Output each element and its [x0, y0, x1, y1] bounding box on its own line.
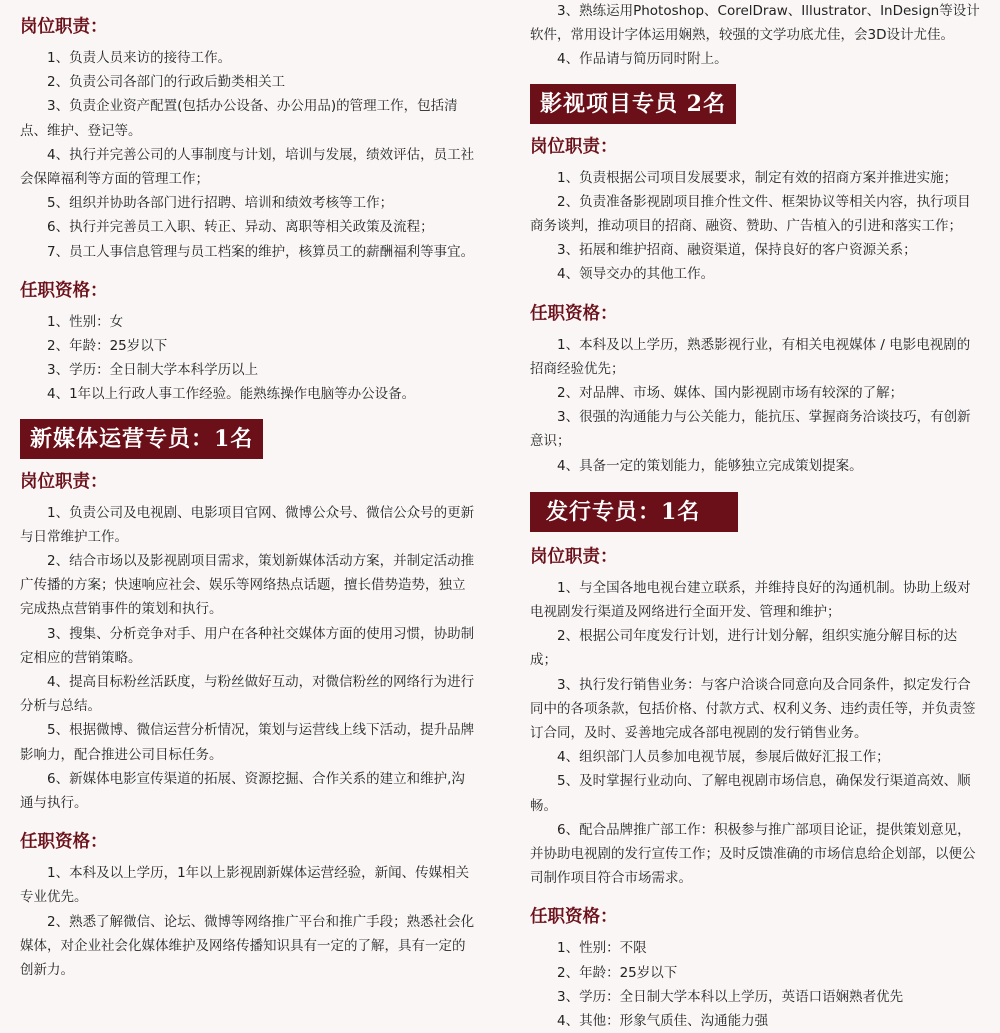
qualifications-list	[20, 861, 475, 982]
list-item: 4、提高目标粉丝活跃度，与粉丝做好互动，对微信粉丝的网络行为进行分析与总结。	[20, 674, 475, 715]
section-title: 岗位职责：	[530, 136, 618, 157]
section-title: 任职资格：	[20, 280, 108, 301]
list-item: 3、学历：全日制大学本科学历以上	[47, 362, 259, 379]
list-item: 4、作品请与简历同时附上。	[557, 51, 728, 68]
duties-list	[20, 501, 475, 816]
section-title: 任职资格：	[20, 832, 108, 853]
list-item: 5、根据微博、微信运营分析情况，策划与运营线上线下活动，提升品牌影响力，配合推进公司目标任务。	[20, 722, 475, 763]
section-title: 任职资格：	[530, 303, 618, 324]
job-banner: 发行专员：1名	[530, 492, 738, 532]
list-item: 4、其他：形象气质佳、沟通能力强	[557, 1013, 769, 1030]
list-item: 2、结合市场以及影视剧项目需求，策划新媒体活动方案，并制定活动推广传播的方案；快速响应社会、娱乐等网络热点话题，擅长借势造势，独立完成热点营销事件的策划和执行。	[20, 553, 475, 618]
list-item: 7、员工人事信息管理与员工档案的维护，核算员工的薪酬福利等事宜。	[47, 243, 475, 260]
list-item: 5、及时掌握行业动向、了解电视剧市场信息，确保发行渠道高效、顺畅。	[530, 773, 971, 814]
list-item: 3、熟练运用Photoshop、CorelDraw、Illustrator、InDesign等设计软件，常用设计字体运用娴熟，较强的文学功底尤佳，会3D设计尤佳。	[530, 3, 980, 44]
list-item: 3、很强的沟通能力与公关能力，能抗压、掌握商务洽谈技巧，有创新意识；	[530, 409, 971, 450]
list-item: 2、年龄：25岁以下	[47, 338, 168, 355]
list-item: 1、负责人员来访的接待工作。	[47, 50, 232, 66]
list-item: 3、拓展和维护招商、融资渠道，保持良好的客户资源关系；	[557, 242, 917, 259]
list-item: 6、新媒体电影宣传渠道的拓展、资源挖掘、合作关系的建立和维护,沟通与执行。	[20, 770, 465, 812]
list-item: 2、根据公司年度发行计划，进行计划分解，组织实施分解目标的达成；	[530, 628, 958, 669]
qualifications-list	[530, 333, 982, 478]
list-item: 2、年龄：25岁以下	[557, 964, 678, 981]
list-item: 1、负责公司及电视剧、电影项目官网、微博公众号、微信公众号的更新与日常维护工作。	[20, 504, 475, 545]
job-banner: 新媒体运营专员：1名	[20, 419, 263, 459]
list-item: 6、执行并完善员工入职、转正、异动、离职等相关政策及流程；	[47, 219, 434, 236]
list-item: 5、组织并协助各部门进行招聘、培训和绩效考核等工作；	[47, 195, 394, 212]
section-title: 任职资格：	[530, 907, 618, 928]
list-item: 1、本科及以上学历，1年以上影视剧新媒体运营经验，新闻、传媒相关专业优先。	[20, 865, 470, 906]
list-item: 4、执行并完善公司的人事制度与计划，培训与发展，绩效评估，员工社会保障福利等方面的管理工作；	[20, 146, 475, 188]
list-item: 2、对品牌、市场、媒体、国内影视剧市场有较深的了解；	[557, 385, 904, 402]
list-item: 1、与全国各地电视台建立联系，并维持良好的沟通机制。协助上级对电视剧发行渠道及网络进行全面开发、管理和维护；	[530, 579, 971, 621]
list-item: 3、负责企业资产配置(包括办公设备、办公用品)的管理工作，包括清点、维护、登记等。	[20, 98, 458, 139]
section-title: 岗位职责：	[20, 471, 108, 492]
list-item: 1、性别：不限	[557, 940, 647, 957]
list-item: 1、本科及以上学历，熟悉影视行业，有相关电视媒体 / 电影电视剧的招商经验优先；	[530, 336, 971, 377]
list-item: 4、组织部门人员参加电视节展，参展后做好汇报工作；	[557, 749, 890, 766]
list-item: 2、负责公司各部门的行政后勤类相关工	[47, 74, 286, 91]
job-banner: 影视项目专员 2名	[530, 84, 736, 124]
list-item: 1、负责根据公司项目发展要求，制定有效的招商方案并推进实施；	[557, 169, 958, 186]
list-item: 3、学历：全日制大学本科以上学历，英语口语娴熟者优先	[557, 988, 904, 1005]
list-item: 1、性别：女	[47, 313, 124, 330]
section-title: 岗位职责：	[20, 17, 108, 37]
list-item: 2、负责准备影视剧项目推介性文件、框架协议等相关内容，执行项目商务谈判，推动项目的招商、融资、赞助、广告植入的引进和落实工作；	[530, 193, 971, 235]
list-item: 6、配合品牌推广部工作：积极参与推广部项目论证，提供策划意见，并协助电视剧的发行宣传工作；及时反馈准确的市场信息给企划部，以便公司制作项目符合市场需求。	[530, 821, 976, 887]
right-column	[530, 0, 982, 1033]
list-item: 3、执行发行销售业务：与客户洽谈合同意向及合同条件，拟定发行合同中的各项条款，包括价格、付款方式、权利义务、违约责任等，并负责签订合同，及时、妥善地完成各部电视剧的发行销售业务。	[530, 676, 976, 742]
section-title: 岗位职责：	[530, 546, 618, 567]
list-item: 4、具备一定的策划能力，能够独立完成策划提案。	[557, 457, 863, 474]
list-item: 4、1年以上行政人事工作经验。能熟练操作电脑等办公设备。	[47, 386, 416, 403]
duties-list	[530, 576, 982, 891]
list-item: 2、熟悉了解微信、论坛、微博等网络推广平台和推广手段；熟悉社会化媒体，对企业社会化媒体维护及网络传播知识具有一定的了解，具有一定的创新力。	[20, 913, 475, 979]
duties-list	[20, 46, 475, 264]
continued-list	[530, 0, 982, 72]
duties-list	[530, 166, 982, 287]
list-item: 3、搜集、分析竞争对手、用户在各种社交媒体方面的使用习惯，协助制定相应的营销策略。	[20, 625, 475, 666]
qualifications-list	[530, 936, 982, 1033]
qualifications-list	[20, 310, 475, 407]
list-item: 4、领导交办的其他工作。	[557, 266, 715, 283]
left-column	[20, 0, 475, 982]
